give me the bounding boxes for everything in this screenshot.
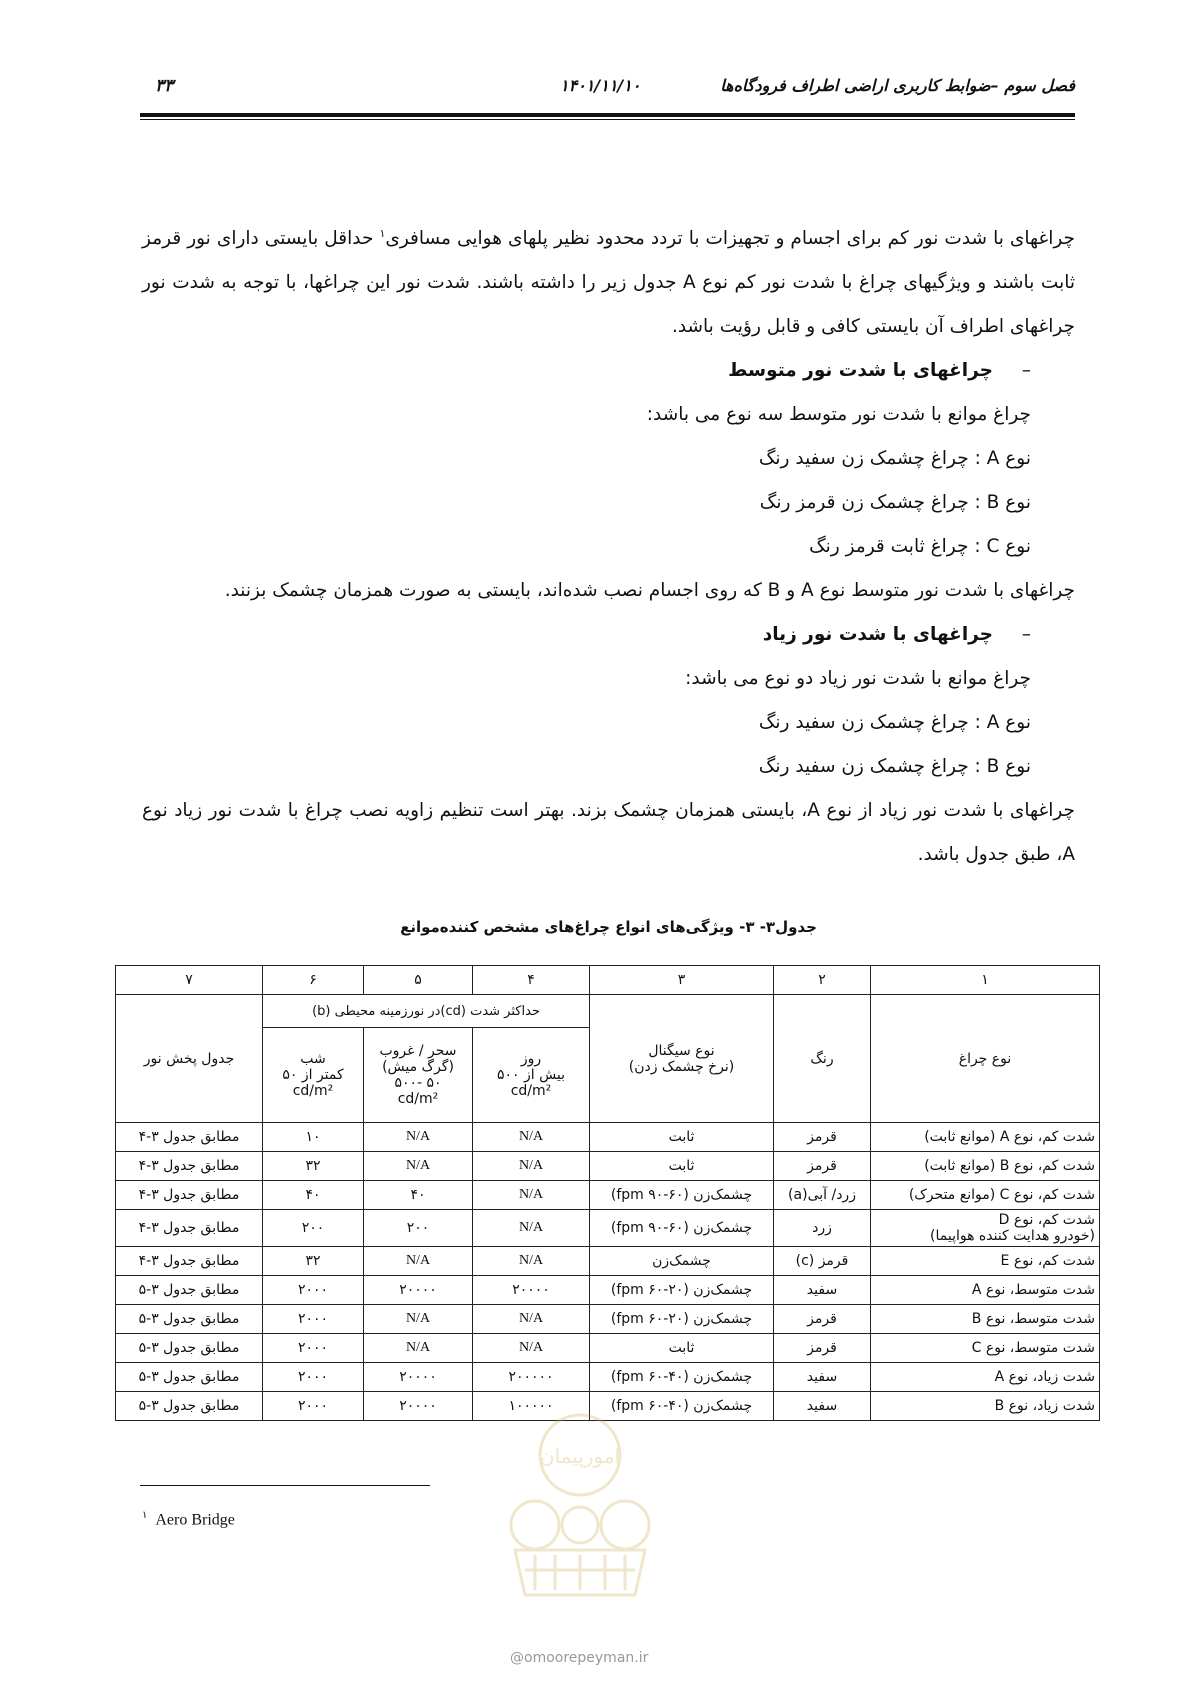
table-caption: جدول۳- ۳- ویژگی‌های انواع چراغ‌های مشخص کننده‌موانع (400, 918, 817, 936)
cell-night: ۲۰۰۰ (263, 1305, 364, 1334)
medium-note: چراغهای با شدت نور متوسط نوع A و B که روی اجسام نصب شده‌اند، بایستی به صورت همزمان چشمک بزنند. (224, 580, 1075, 602)
table-row (116, 1123, 1100, 1152)
col-number: ۳ (590, 966, 774, 995)
cell-dist: مطابق جدول ۳-۵ (116, 1392, 263, 1421)
dash-bullet: – (1021, 624, 1031, 646)
cell-color: قرمز (774, 1334, 871, 1363)
cell-signal: چشمک‌زن (۴۰-۶۰ fpm) (590, 1392, 774, 1421)
footnote (142, 1510, 235, 1529)
cell-type (871, 1392, 1100, 1421)
cell-dist: مطابق جدول ۳-۵ (116, 1276, 263, 1305)
cell-type (871, 1276, 1100, 1305)
table-row (116, 1305, 1100, 1334)
heading-high-intensity (142, 613, 1075, 657)
header-signal-text: نوع سیگنال (648, 1042, 715, 1059)
cell-twilight: ۴۰ (364, 1181, 473, 1210)
heading-text: چراغهای با شدت نور زیاد (762, 624, 993, 646)
col-number: ۲ (774, 966, 871, 995)
dash-bullet: – (1021, 360, 1031, 382)
footnote-text: Aero Bridge (155, 1511, 235, 1529)
header-night-range: کمتر از ۵۰ (282, 1067, 344, 1083)
cell-color: قرمز (774, 1123, 871, 1152)
cell-type-text: شدت کم، نوع A (موانع ثابت) (924, 1129, 1095, 1145)
footnote-ref[interactable]: ۱ (379, 227, 386, 240)
chapter-title: فصل سوم –ضوابط کاربری اراضی اطراف فرودگاه‌ها (720, 76, 1075, 95)
cell-type-text: شدت کم، نوع B (موانع ثابت) (924, 1158, 1095, 1174)
cell-type-text: شدت متوسط، نوع B (971, 1311, 1095, 1327)
header-unit: cd/m² (292, 1083, 334, 1099)
heading-medium-intensity (142, 349, 1075, 393)
column-number-row (116, 966, 1100, 995)
cell-color: زرد/ آبی(a) (774, 1181, 871, 1210)
header-unit: cd/m² (510, 1083, 552, 1099)
cell-type (871, 1152, 1100, 1181)
cell-twilight: N/A (364, 1247, 473, 1276)
paragraph-text-rest: حداقل بایستی دارای نور قرمز ثابت باشند و ویژگیهای چراغ با شدت نور کم نوع A جدول زیر را داشته باشند. شدت نور این چراغها، با توجه به شدت نور چراغهای اطراف آن بایستی کافی و قابل رؤیت باشد. (142, 228, 1076, 338)
header-row (116, 995, 1100, 1028)
cell-type (871, 1305, 1100, 1334)
header-max-intensity: حداکثر شدت (cd)در نورزمینه محیطی (b) (263, 995, 590, 1028)
cell-type-text: شدت کم، نوع C (موانع متحرک) (908, 1187, 1095, 1203)
paragraph-text: چراغهای با شدت نور کم برای اجسام و تجهیزات با تردد محدود نظیر پلهای هوایی مسافری (385, 228, 1075, 250)
medium-intro: چراغ موانع با شدت نور متوسط سه نوع می باشد: (646, 404, 1031, 426)
cell-signal: چشمک‌زن (۶۰-۹۰ fpm) (590, 1210, 774, 1247)
cell-color: سفید (774, 1276, 871, 1305)
high-intro: چراغ موانع با شدت نور زیاد دو نوع می باشد: (685, 668, 1031, 690)
obstacle-lights-table (115, 965, 1100, 1421)
header-rule-thin (140, 119, 1075, 120)
cell-signal: ثابت (590, 1123, 774, 1152)
cell-day: N/A (473, 1305, 590, 1334)
cell-night: ۲۰۰ (263, 1210, 364, 1247)
watermark-logo (495, 1405, 665, 1615)
cell-signal: چشمک‌زن (۴۰-۶۰ fpm) (590, 1363, 774, 1392)
header-day (473, 1028, 590, 1123)
header-color: رنگ (774, 995, 871, 1123)
cell-dist: مطابق جدول ۳-۵ (116, 1305, 263, 1334)
cell-dist: مطابق جدول ۳-۴ (116, 1152, 263, 1181)
footnote-rule (140, 1485, 430, 1486)
cell-color: قرمز (774, 1305, 871, 1334)
cell-day: N/A (473, 1181, 590, 1210)
cell-type (871, 1334, 1100, 1363)
cell-day: ۱۰۰۰۰۰ (473, 1392, 590, 1421)
cell-type (871, 1123, 1100, 1152)
cell-twilight: ۲۰۰ (364, 1210, 473, 1247)
cell-type-text: شدت متوسط، نوع A (971, 1282, 1095, 1298)
table-row (116, 1334, 1100, 1363)
header-day-text: روز (520, 1051, 542, 1067)
col-number: ۱ (871, 966, 1100, 995)
high-type-a: نوع A : چراغ چشمک زن سفید رنگ (758, 712, 1031, 734)
header-night-text: شب (300, 1051, 326, 1067)
cell-type (871, 1181, 1100, 1210)
paragraph-low-intensity (142, 212, 1075, 349)
cell-twilight: ۲۰۰۰۰ (364, 1276, 473, 1305)
cell-dist: مطابق جدول ۳-۴ (116, 1247, 263, 1276)
body-text (142, 212, 1075, 877)
cell-type (871, 1247, 1100, 1276)
cell-twilight: N/A (364, 1123, 473, 1152)
high-note: چراغهای با شدت نور زیاد از نوع A، بایستی همزمان چشمک بزند. بهتر است تنظیم زاویه نصب چراغ با شدت نور زیاد نوع A، طبق جدول باشد. (142, 800, 1075, 866)
cell-night: ۲۰۰۰ (263, 1276, 364, 1305)
cell-type-text: شدت متوسط، نوع C (971, 1340, 1095, 1356)
cell-day: ۲۰۰۰۰ (473, 1276, 590, 1305)
cell-color: سفید (774, 1392, 871, 1421)
medium-type-a: نوع A : چراغ چشمک زن سفید رنگ (758, 448, 1031, 470)
cell-color: زرد (774, 1210, 871, 1247)
cell-signal: ثابت (590, 1334, 774, 1363)
cell-day: N/A (473, 1152, 590, 1181)
header-signal (590, 995, 774, 1123)
cell-twilight: ۲۰۰۰۰ (364, 1392, 473, 1421)
table-row (116, 1363, 1100, 1392)
table-row (116, 1152, 1100, 1181)
header-twilight-text: سحر / غروب (379, 1043, 457, 1059)
cell-dist: مطابق جدول ۳-۴ (116, 1123, 263, 1152)
header-night (263, 1028, 364, 1123)
table-row (116, 1276, 1100, 1305)
medium-type-c: نوع C : چراغ ثابت قرمز رنگ (809, 536, 1031, 558)
cell-day: N/A (473, 1123, 590, 1152)
table-row (116, 1247, 1100, 1276)
cell-color: قرمز (774, 1152, 871, 1181)
cell-color: سفید (774, 1363, 871, 1392)
header-day-range: بیش از ۵۰۰ (496, 1067, 566, 1083)
cell-type-text: شدت کم، نوع E (1000, 1253, 1095, 1269)
header-rule-thick (140, 113, 1075, 117)
cell-night: ۲۰۰۰ (263, 1392, 364, 1421)
cell-night: ۴۰ (263, 1181, 364, 1210)
cell-dist: مطابق جدول ۳-۴ (116, 1210, 263, 1247)
cell-dist: مطابق جدول ۳-۴ (116, 1181, 263, 1210)
cell-type-note: (خودرو هدایت کننده هواپیما) (930, 1228, 1095, 1244)
cell-dist: مطابق جدول ۳-۵ (116, 1363, 263, 1392)
cell-day: N/A (473, 1334, 590, 1363)
cell-signal: ثابت (590, 1152, 774, 1181)
header-signal-sub: (نرخ چشمک زدن) (628, 1058, 735, 1075)
header-date: ۱۴۰۱/۱۱/۱۰ (560, 76, 641, 95)
header-type: نوع چراغ (871, 995, 1100, 1123)
cell-night: ۲۰۰۰ (263, 1363, 364, 1392)
cell-twilight: ۲۰۰۰۰ (364, 1363, 473, 1392)
col-number: ۶ (263, 966, 364, 995)
footnote-marker: ۱ (142, 1510, 148, 1521)
cell-color: قرمز (c) (774, 1247, 871, 1276)
cell-night: ۳۲ (263, 1247, 364, 1276)
cell-day: ۲۰۰۰۰۰ (473, 1363, 590, 1392)
cell-day: N/A (473, 1247, 590, 1276)
table-body (116, 1123, 1100, 1421)
cell-type-text: شدت زیاد، نوع A (994, 1369, 1095, 1385)
cell-night: ۳۲ (263, 1152, 364, 1181)
watermark-logo-text: امورپیمان (539, 1444, 621, 1468)
table-row (116, 1181, 1100, 1210)
col-number: ۴ (473, 966, 590, 995)
cell-twilight: N/A (364, 1334, 473, 1363)
cell-day: N/A (473, 1210, 590, 1247)
page-header (140, 68, 1075, 98)
cell-type (871, 1363, 1100, 1392)
table-row (116, 1210, 1100, 1247)
cell-type (871, 1210, 1100, 1247)
cell-signal: چشمک‌زن (۲۰-۶۰ fpm) (590, 1276, 774, 1305)
cell-type-text: شدت کم، نوع D (998, 1212, 1095, 1228)
header-twilight-range: ۵۰ -۵۰۰ (394, 1075, 442, 1091)
col-number: ۵ (364, 966, 473, 995)
header-twilight-sub: (گرگ میش) (382, 1059, 454, 1075)
header-distribution: جدول پخش نور (116, 995, 263, 1123)
cell-night: ۲۰۰۰ (263, 1334, 364, 1363)
col-number: ۷ (116, 966, 263, 995)
cell-signal: چشمک‌زن (۲۰-۶۰ fpm) (590, 1305, 774, 1334)
cell-type-text: شدت زیاد، نوع B (994, 1398, 1095, 1414)
cell-night: ۱۰ (263, 1123, 364, 1152)
header-unit: cd/m² (397, 1091, 439, 1107)
medium-type-b: نوع B : چراغ چشمک زن قرمز رنگ (759, 492, 1031, 514)
cell-signal: چشمک‌زن (۶۰-۹۰ fpm) (590, 1181, 774, 1210)
cell-dist: مطابق جدول ۳-۵ (116, 1334, 263, 1363)
heading-text: چراغهای با شدت نور متوسط (728, 360, 993, 382)
cell-twilight: N/A (364, 1152, 473, 1181)
cell-signal: چشمک‌زن (590, 1247, 774, 1276)
cell-twilight: N/A (364, 1305, 473, 1334)
watermark-url: @omoorepeyman.ir (510, 1650, 649, 1666)
header-twilight (364, 1028, 473, 1123)
page-number: ۳۳ (155, 76, 174, 96)
high-type-b: نوع B : چراغ چشمک زن سفید رنگ (758, 756, 1031, 778)
